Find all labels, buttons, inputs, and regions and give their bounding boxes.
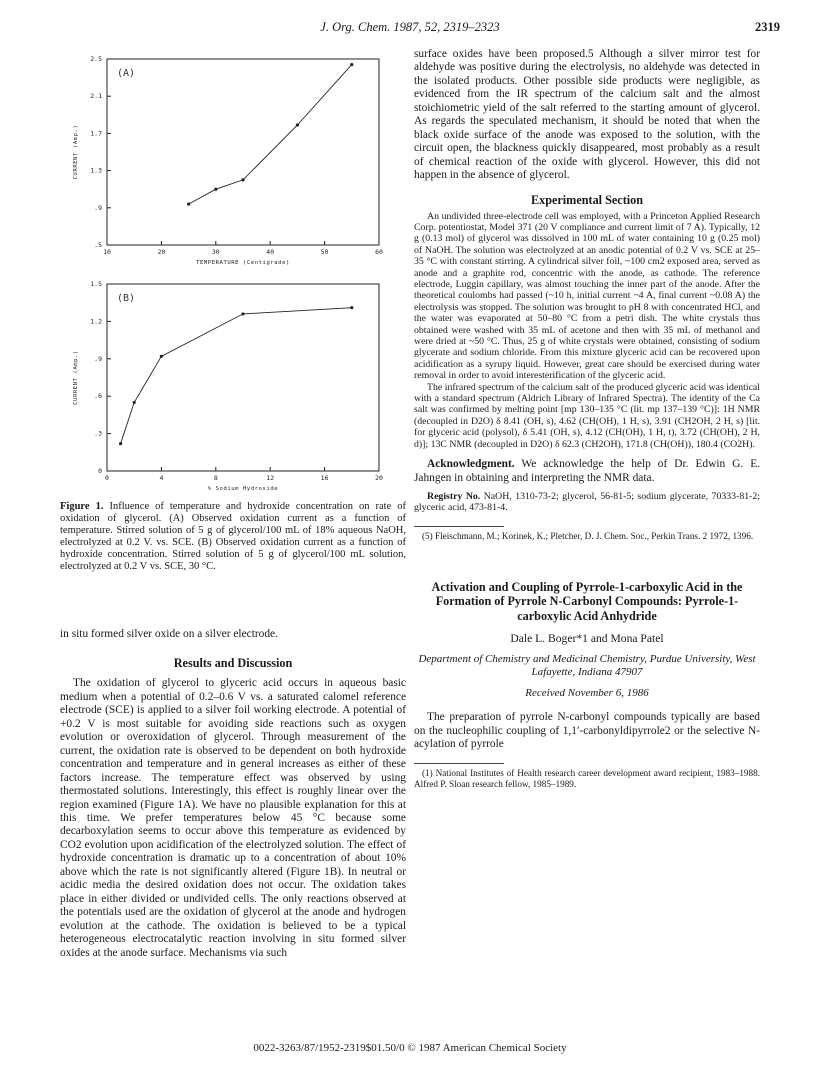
data-point: [119, 442, 122, 445]
plot-frame: [107, 284, 379, 471]
left-column-body: [60, 628, 406, 960]
article-title: Activation and Coupling of Pyrrole-1-carboxylic Acid in the Formation of Pyrrole N-Carbonyl Compounds: Pyrrole-1-carboxylic Acid Anhydride: [431, 579, 743, 623]
continuation-paragraph: surface oxides have been proposed.5 Although a silver mirror test for aldehyde was positive during the electrolysis, no aldehyde was detected in the isolated products. Other possible side products were negligible, as evidenced from the IR spectrum of the calcium salt and the almost stoichiometric yield of the salt referred to the starting amount of glycerol. As regards the speculated mechanism, it should be noted that when the black oxide surface of the anode was exposed to the solution, with the circuit open, the blackness quickly disappeared, most probably as a result of chemical reaction of the oxide with glycerol. However, this did not happen in the absence of glycerol.: [414, 48, 760, 182]
y-tick-label: 1.2: [90, 317, 102, 326]
y-tick-label: .5: [94, 241, 102, 249]
x-tick-label: 10: [103, 248, 111, 256]
page-number: 2319: [755, 20, 780, 34]
panel-label: (B): [117, 293, 136, 304]
chart-panel-a: [73, 55, 383, 266]
data-point: [241, 312, 244, 315]
figure-caption: [60, 501, 406, 573]
article-intro-paragraph: The preparation of pyrrole N-carbonyl compounds typically are based on the nucleophilic coupling of 1,1′-carbonyldipyrrole2 or the selective N-acylation of pyrrole: [414, 711, 760, 750]
figure-label: Figure 1.: [60, 501, 104, 512]
x-tick-label: 20: [375, 474, 383, 482]
acknowledgment-text: We acknowledge the help of Dr. Edwin G. E. Jahngen in obtaining and interpreting the NMR data.: [414, 458, 760, 484]
y-tick-label: .9: [94, 354, 102, 363]
chart-panel-b: [73, 280, 383, 492]
article-affiliation: Department of Chemistry and Medicinal Chemistry, Purdue University, West Lafayette, Indiana 47907: [418, 653, 756, 679]
right-column-body: [414, 48, 760, 790]
x-tick-label: 16: [320, 474, 329, 482]
y-tick-label: 1.5: [90, 280, 102, 288]
running-header: J. Org. Chem. 1987, 52, 2319–2323: [320, 20, 500, 34]
registry-label: Registry No.: [427, 490, 481, 502]
data-point: [350, 63, 353, 66]
data-point: [350, 306, 353, 309]
x-tick-label: 50: [320, 248, 329, 256]
data-point: [214, 188, 217, 191]
y-tick-label: .6: [94, 392, 102, 401]
x-tick-label: 0: [105, 474, 109, 482]
y-tick-label: 2.5: [90, 55, 102, 63]
data-point: [187, 202, 190, 205]
section-experimental-title: Experimental Section: [530, 192, 644, 207]
y-axis-label: CURRENT (Amp.): [73, 124, 79, 180]
x-tick-label: 30: [211, 248, 220, 256]
x-tick-label: 20: [157, 248, 166, 256]
y-tick-label: .3: [94, 429, 102, 438]
article-received: Received November 6, 1986: [525, 687, 649, 700]
plot-frame: [107, 59, 379, 245]
x-tick-label: 4: [159, 474, 164, 482]
y-tick-label: 2.1: [90, 92, 102, 101]
experimental-paragraph-2: The infrared spectrum of the calcium salt of the produced glyceric acid was identical with a standard spectrum (Aldrich Library of Infrared Spectra). The identity of the Ca salt was confirmed by melting point [mp 130–135 °C (lit. mp 137–139 °C)]: 1H NMR (decoupled in D2O) δ 8.41 (OH, s), 4.62 (CH(OH), 1 H, s), 3.91 (CH2OH, 2 H, s) [lit. for glyceric acid (polysol), δ 5.41 (OH, s), 4.12 (CH(OH), 1 H, t), 3.72 (CH(OH), 2 H, d)]; 13C NMR (decoupled in D2O) δ 62.3 (CH2OH), 171.8 (CH(OH)), 180.4 (CO2H).: [414, 381, 760, 450]
figure-caption-text: Influence of temperature and hydroxide concentration on rate of oxidation of glycerol. (A) Observed oxidation current as a function of temperature. Stirred solution of 5 g of glycerol/100 mL of 18% aqueous NaOH, electrolyzed at 0.2 V. vs. SCE. (B) Observed oxidation current as a function of hydroxide concentration. Stirred solution of 5 g of glycerol/100 mL solution, electrolyzed at 0.2 V vs. SCE, 30 °C.: [60, 501, 406, 572]
experimental-paragraph-1: An undivided three-electrode cell was employed, with a Princeton Applied Research Corp. potentiostat, Model 371 (20 V compliance and current limit of 7 A). Typically, 12 g (0.13 mol) of glycerol was dissolved in 100 mL of water containing 10 g (0.25 mol) of NaOH. The solution was electrolyzed at an anodic potential of 0.2 V vs. SCE at 25–35 °C with constant stirring. A cylindrical silver foil, ~100 cm2 exposed area, served as anode and a graphite rod, concentric with the anode, as cathode. The reference electrode, Luggin capillary, was almost touching the inner part of the anode. After the theoretical coulombs had passed (~10 h, initial current ~4 A, final current ~0.08 A) the electrolysis was stopped. The solution was brought to pH 8 with concentrated HCl, and the water was evaporated at 50–80 °C from a petri dish. The white crystals thus obtained were washed with 35 mL of acetone and then with 35 mL of methanol and were dried at ~50 °C. Thus, 25 g of white crystals were obtained, consisting of sodium glycerate and sodium chloride. From this mixture glyceric acid can be recovered upon acidification as a syrupy liquid. However, great care should be exercised during water removal in order to avoid interesterification of the glyceric acid.: [414, 210, 760, 382]
article-authors: Dale L. Boger*1 and Mona Patel: [510, 632, 664, 646]
footnote-1: (1) National Institutes of Health research career development award recipient, 1983–1988. Alfred P. Sloan research fellow, 1985–1989.: [414, 768, 760, 790]
footnote-5: (5) Fleischmann, M.; Korinek, K.; Pletcher, D. J. Chem. Soc., Perkin Trans. 2 1972, 1396.: [422, 530, 754, 541]
acknowledgment-label: Acknowledgment.: [427, 458, 515, 471]
series-line: [189, 65, 352, 205]
panel-label: (A): [117, 68, 136, 79]
x-tick-label: 40: [266, 248, 275, 256]
data-point: [133, 401, 136, 404]
series-line: [121, 308, 352, 444]
results-paragraph: The oxidation of glycerol to glyceric acid occurs in aqueous basic medium when a potential of 0.2–0.6 V vs. a saturated calomel reference electrode (SCE) is applied to a silver foil working electrode. A potential of +0.2 V is most suitable for avoiding side reactions such as oxygen evolution or overoxidation of glycerol. Through measurement of the current, the oxidation rate is observed to be dependent on both hydroxide concentration and temperature and in general increases as either of these factors increase. The temperature effect was observed by using thermostated solutions. Interestingly, this effect is roughly linear over the region examined (Figure 1A). We have no plausible explanation for this at this time. We prefer temperatures below 45 °C because some decarboxylation seems to occur above this temperature as evidenced by CO2 evolution upon acidification of the electrolyzed solution. The effect of hydroxide concentration is dramatic up to a concentration of about 10% above which the rate is not significantly altered (Figure 1B). In neutral or acidic media the desired oxidation does not occur. The oxidation takes place in either divided or undivided cells. The only reactions observed at the potentials used are the oxidation of glycerol at the anode and hydrogen evolution at the cathode. The oxidation is believed to be a typical heterogeneous electrocatalytic reaction involving in situ formed silver oxides at the anode surface. Mechanisms via such: [60, 677, 406, 959]
page-footer: 0022-3263/87/1952-2319$01.50/0 © 1987 American Chemical Society: [253, 1042, 567, 1054]
data-point: [160, 355, 163, 358]
x-tick-label: 12: [266, 474, 275, 482]
intro-paragraph: in situ formed silver oxide on a silver electrode.: [60, 628, 278, 640]
registry-text: NaOH, 1310-73-2; glycerol, 56-81-5; sodium glycerate, 70333-81-2; glyceric acid, 473-81-4.: [414, 490, 760, 514]
x-axis-label: % Sodium Hydroxide: [207, 486, 279, 492]
section-results-title: Results and Discussion: [173, 656, 293, 671]
y-axis-label: CURRENT (Amp.): [73, 350, 79, 405]
figure-1: [60, 50, 406, 498]
data-point: [241, 178, 244, 181]
y-tick-label: 1.7: [90, 129, 102, 138]
data-point: [296, 123, 299, 126]
y-tick-label: 1.3: [90, 166, 102, 175]
x-axis-label: TEMPERATURE (Centigrade): [196, 260, 290, 266]
x-tick-label: 8: [213, 474, 218, 482]
x-tick-label: 60: [375, 248, 383, 256]
y-tick-label: .9: [94, 203, 102, 212]
y-tick-label: 0: [98, 467, 102, 475]
